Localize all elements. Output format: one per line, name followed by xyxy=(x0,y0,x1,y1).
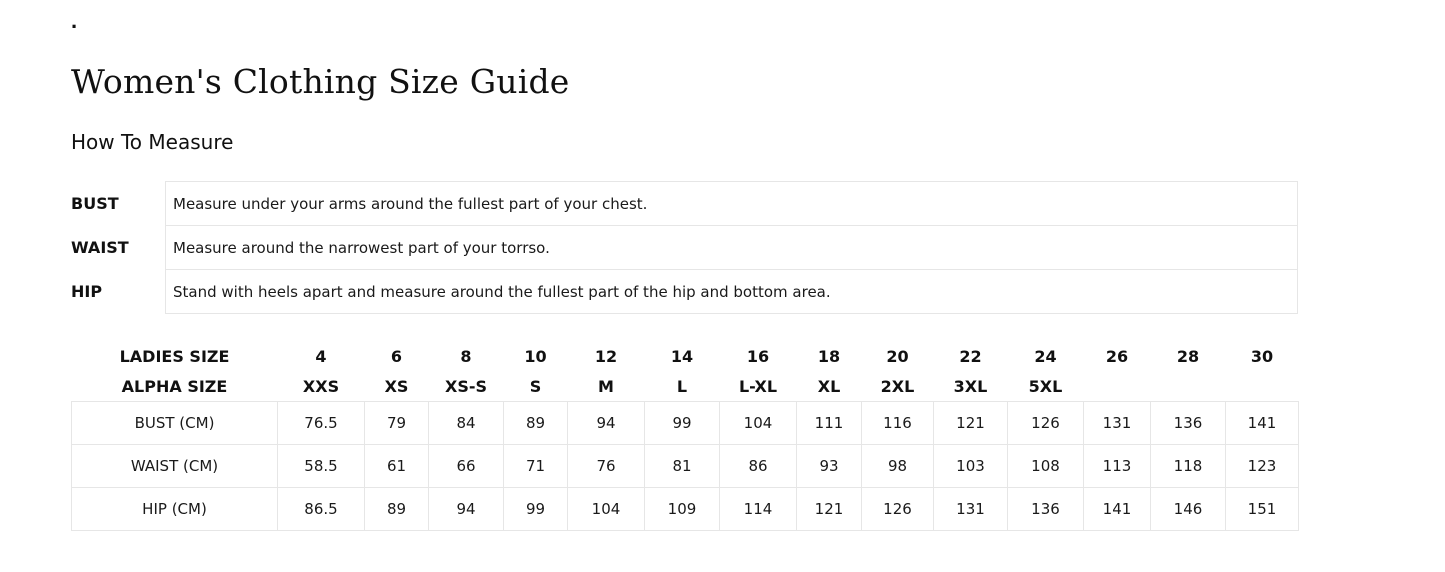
table-cell: 104 xyxy=(720,402,797,445)
table-cell: 61 xyxy=(365,445,429,488)
table-cell: 84 xyxy=(429,402,504,445)
alpha-size-cell: 3XL xyxy=(953,376,988,396)
alpha-size-cell: XS xyxy=(384,376,409,396)
table-cell: 123 xyxy=(1226,445,1299,488)
ladies-size-cell: 8 xyxy=(460,346,472,366)
alpha-size-label: ALPHA SIZE xyxy=(121,376,228,396)
table-cell: 104 xyxy=(568,488,645,531)
table-cell: 86.5 xyxy=(278,488,365,531)
size-row-waist xyxy=(72,445,1299,488)
table-cell: 111 xyxy=(797,402,862,445)
ladies-size-cell: 24 xyxy=(1034,346,1057,366)
measure-label: BUST xyxy=(71,194,119,213)
ladies-size-cell: 30 xyxy=(1250,346,1274,366)
table-cell: 114 xyxy=(720,488,797,531)
size-row-hip xyxy=(72,488,1299,531)
ladies-size-cell: 22 xyxy=(959,346,982,366)
ladies-size-header-row xyxy=(72,341,1299,371)
table-cell: 126 xyxy=(862,488,934,531)
table-cell: 94 xyxy=(568,402,645,445)
table-cell: 141 xyxy=(1084,488,1151,531)
ladies-size-cell: 28 xyxy=(1176,346,1200,366)
table-cell: 98 xyxy=(862,445,934,488)
table-cell: 89 xyxy=(365,488,429,531)
table-cell: 81 xyxy=(645,445,720,488)
ladies-size-cell: 6 xyxy=(390,346,403,366)
ladies-size-cell: 4 xyxy=(315,346,327,366)
alpha-size-cell xyxy=(1084,371,1151,402)
alpha-size-cell: XXS xyxy=(302,376,340,396)
alpha-size-cell: S xyxy=(529,376,542,396)
table-cell: 58.5 xyxy=(278,445,365,488)
table-cell: 126 xyxy=(1008,402,1084,445)
alpha-size-cell: 2XL xyxy=(880,376,915,396)
table-cell: 131 xyxy=(934,488,1008,531)
row-label: BUST (CM) xyxy=(72,402,278,445)
measure-row-bust xyxy=(71,182,1298,226)
alpha-size-cell: L xyxy=(676,376,688,396)
measure-label: WAIST xyxy=(71,238,129,257)
table-cell: 76 xyxy=(568,445,645,488)
table-cell: 79 xyxy=(365,402,429,445)
table-cell: 116 xyxy=(862,402,934,445)
alpha-size-cell xyxy=(1151,371,1226,402)
size-row-bust xyxy=(72,402,1299,445)
measure-label: HIP xyxy=(71,282,103,301)
ladies-size-cell: 20 xyxy=(886,346,909,366)
table-cell: 141 xyxy=(1226,402,1299,445)
ladies-size-cell: 26 xyxy=(1105,346,1129,366)
size-chart-table xyxy=(71,341,1299,531)
table-cell: 94 xyxy=(429,488,504,531)
alpha-size-cell: 5XL xyxy=(1028,376,1063,396)
table-cell: 136 xyxy=(1008,488,1084,531)
page-title: Women's Clothing Size Guide xyxy=(71,62,570,101)
decorative-dot: . xyxy=(71,8,78,33)
alpha-size-cell: L-XL xyxy=(738,376,778,396)
section-title-how-to-measure: How To Measure xyxy=(71,130,234,154)
ladies-size-label: LADIES SIZE xyxy=(119,346,230,366)
table-cell: 99 xyxy=(504,488,568,531)
ladies-size-cell: 18 xyxy=(817,346,841,366)
table-cell: 93 xyxy=(797,445,862,488)
measure-row-waist xyxy=(71,226,1298,270)
table-cell: 99 xyxy=(645,402,720,445)
table-cell: 103 xyxy=(934,445,1008,488)
how-to-measure-table xyxy=(71,181,1298,314)
table-cell: 121 xyxy=(934,402,1008,445)
table-cell: 151 xyxy=(1226,488,1299,531)
table-cell: 71 xyxy=(504,445,568,488)
ladies-size-cell: 16 xyxy=(746,346,770,366)
measure-description: Stand with heels apart and measure around the fullest part of the hip and bottom area. xyxy=(166,270,1298,314)
table-cell: 76.5 xyxy=(278,402,365,445)
table-cell: 131 xyxy=(1084,402,1151,445)
row-label: WAIST (CM) xyxy=(72,445,278,488)
ladies-size-cell: 14 xyxy=(670,346,694,366)
alpha-size-header-row xyxy=(72,371,1299,402)
table-cell: 146 xyxy=(1151,488,1226,531)
measure-description: Measure under your arms around the fullest part of your chest. xyxy=(166,182,1298,226)
measure-row-hip xyxy=(71,270,1298,314)
alpha-size-cell xyxy=(1226,371,1299,402)
row-label: HIP (CM) xyxy=(72,488,278,531)
table-cell: 118 xyxy=(1151,445,1226,488)
measure-description: Measure around the narrowest part of your torrso. xyxy=(166,226,1298,270)
ladies-size-cell: 10 xyxy=(524,346,547,366)
alpha-size-cell: M xyxy=(598,376,614,396)
table-cell: 121 xyxy=(797,488,862,531)
table-cell: 66 xyxy=(429,445,504,488)
table-cell: 109 xyxy=(645,488,720,531)
table-cell: 108 xyxy=(1008,445,1084,488)
table-cell: 136 xyxy=(1151,402,1226,445)
table-cell: 89 xyxy=(504,402,568,445)
alpha-size-cell: XS-S xyxy=(444,376,488,396)
table-cell: 86 xyxy=(720,445,797,488)
ladies-size-cell: 12 xyxy=(594,346,618,366)
alpha-size-cell: XL xyxy=(817,376,841,396)
table-cell: 113 xyxy=(1084,445,1151,488)
